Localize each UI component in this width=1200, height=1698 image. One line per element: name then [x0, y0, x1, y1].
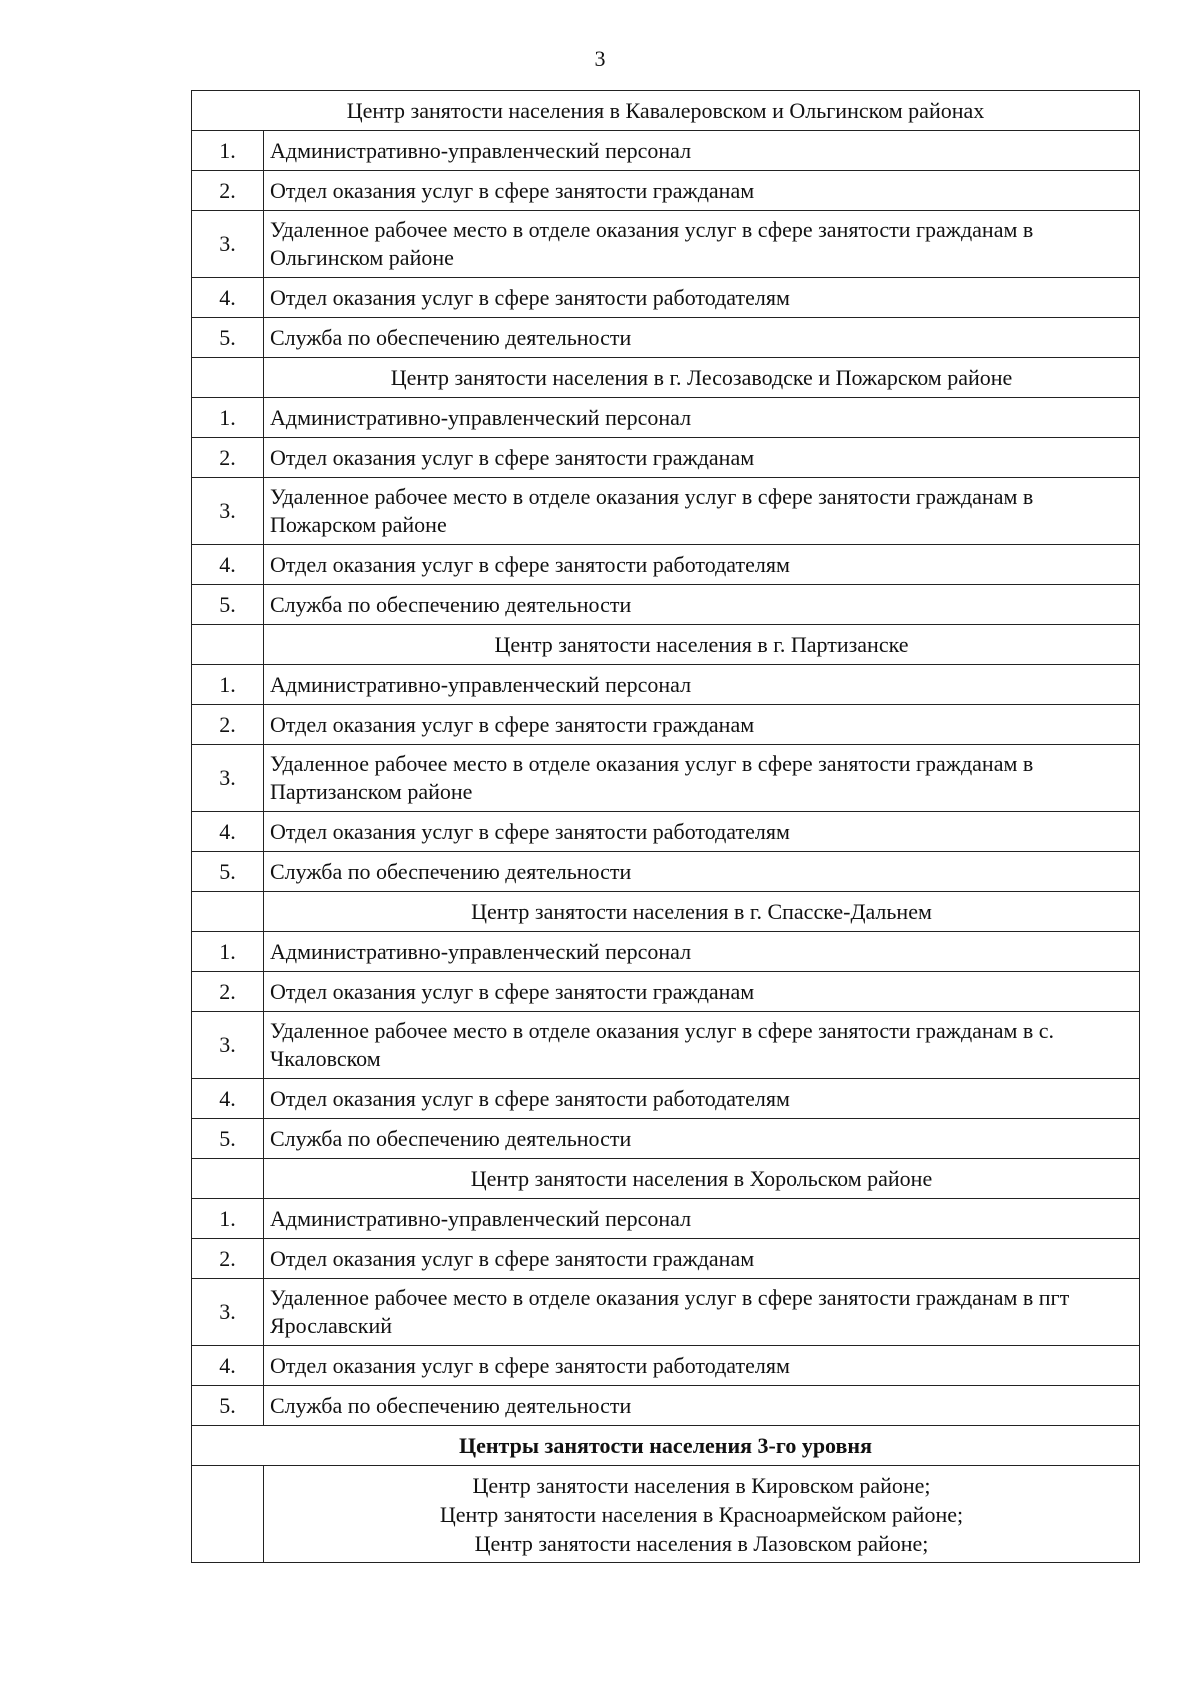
row-number: 3.	[192, 211, 264, 278]
row-number: 1.	[192, 932, 264, 972]
row-number: 4.	[192, 545, 264, 585]
row-text: Удаленное рабочее место в отделе оказания услуг в сфере занятости гражданам в Партизанском районе	[264, 745, 1140, 812]
row-text: Удаленное рабочее место в отделе оказания услуг в сфере занятости гражданам в с. Чкаловском	[264, 1012, 1140, 1079]
row-text: Отдел оказания услуг в сфере занятости гражданам	[264, 171, 1140, 211]
table-row	[192, 665, 1140, 705]
section-title: Центр занятости населения в г. Партизанске	[264, 625, 1140, 665]
section-header-row	[192, 625, 1140, 665]
row-number: 1.	[192, 1199, 264, 1239]
table-row	[192, 1119, 1140, 1159]
section-title: Центр занятости населения в г. Лесозаводске и Пожарском районе	[264, 358, 1140, 398]
row-text: Служба по обеспечению деятельности	[264, 1386, 1140, 1426]
table-row	[192, 398, 1140, 438]
table-row	[192, 1199, 1140, 1239]
table-row	[192, 1239, 1140, 1279]
empty-number-cell	[192, 1159, 264, 1199]
table-row	[192, 1386, 1140, 1426]
table-row	[192, 1346, 1140, 1386]
row-text: Административно-управленческий персонал	[264, 398, 1140, 438]
empty-number-cell	[192, 892, 264, 932]
row-text: Удаленное рабочее место в отделе оказания услуг в сфере занятости гражданам в Ольгинском районе	[264, 211, 1140, 278]
row-number: 2.	[192, 1239, 264, 1279]
level3-list-item: Центр занятости населения в Кировском районе;	[472, 1472, 931, 1498]
row-number: 4.	[192, 1346, 264, 1386]
row-text: Административно-управленческий персонал	[264, 665, 1140, 705]
row-number: 1.	[192, 398, 264, 438]
section-header-row	[192, 91, 1140, 131]
row-text: Отдел оказания услуг в сфере занятости работодателям	[264, 1346, 1140, 1386]
row-number: 4.	[192, 1079, 264, 1119]
row-number: 4.	[192, 812, 264, 852]
table-row	[192, 812, 1140, 852]
table-row	[192, 278, 1140, 318]
table-row	[192, 705, 1140, 745]
section-header-row	[192, 358, 1140, 398]
level3-list-row	[192, 1466, 1140, 1563]
row-number: 5.	[192, 585, 264, 625]
row-text: Отдел оказания услуг в сфере занятости работодателям	[264, 1079, 1140, 1119]
table-row	[192, 318, 1140, 358]
row-text: Отдел оказания услуг в сфере занятости гражданам	[264, 705, 1140, 745]
level3-list	[264, 1466, 1140, 1563]
row-text: Служба по обеспечению деятельности	[264, 1119, 1140, 1159]
table-row	[192, 1279, 1140, 1346]
row-text: Административно-управленческий персонал	[264, 1199, 1140, 1239]
table-row	[192, 131, 1140, 171]
row-number: 3.	[192, 478, 264, 545]
row-number: 1.	[192, 131, 264, 171]
row-number: 4.	[192, 278, 264, 318]
level3-heading: Центры занятости населения 3-го уровня	[192, 1426, 1140, 1466]
row-number: 2.	[192, 972, 264, 1012]
table-row	[192, 585, 1140, 625]
empty-number-cell	[192, 625, 264, 665]
table-row	[192, 171, 1140, 211]
table-row	[192, 1012, 1140, 1079]
row-text: Удаленное рабочее место в отделе оказания услуг в сфере занятости гражданам в пгт Ярославский	[264, 1279, 1140, 1346]
row-text: Удаленное рабочее место в отделе оказания услуг в сфере занятости гражданам в Пожарском районе	[264, 478, 1140, 545]
row-number: 2.	[192, 705, 264, 745]
row-number: 3.	[192, 1279, 264, 1346]
level3-list-item: Центр занятости населения в Красноармейском районе;	[439, 1501, 964, 1527]
row-text: Служба по обеспечению деятельности	[264, 318, 1140, 358]
row-text: Административно-управленческий персонал	[264, 932, 1140, 972]
table-row	[192, 972, 1140, 1012]
section-header-row	[192, 892, 1140, 932]
row-text: Отдел оказания услуг в сфере занятости гражданам	[264, 438, 1140, 478]
table-row	[192, 211, 1140, 278]
page-number: 3	[594, 46, 606, 71]
row-number: 2.	[192, 171, 264, 211]
section-title: Центр занятости населения в г. Спасске-Дальнем	[264, 892, 1140, 932]
row-number: 5.	[192, 1119, 264, 1159]
row-text: Отдел оказания услуг в сфере занятости гражданам	[264, 1239, 1140, 1279]
row-text: Отдел оказания услуг в сфере занятости работодателям	[264, 278, 1140, 318]
section-title: Центр занятости населения в Кавалеровском и Ольгинском районах	[192, 91, 1140, 131]
row-number: 5.	[192, 318, 264, 358]
row-number: 5.	[192, 1386, 264, 1426]
section-header-row	[192, 1159, 1140, 1199]
row-text: Административно-управленческий персонал	[264, 131, 1140, 171]
row-text: Служба по обеспечению деятельности	[264, 585, 1140, 625]
row-text: Служба по обеспечению деятельности	[264, 852, 1140, 892]
table-row	[192, 438, 1140, 478]
table-row	[192, 1079, 1140, 1119]
table-row	[192, 852, 1140, 892]
table-body	[192, 91, 1140, 1563]
table-row	[192, 745, 1140, 812]
row-number: 1.	[192, 665, 264, 705]
row-number: 5.	[192, 852, 264, 892]
row-number: 2.	[192, 438, 264, 478]
row-number: 3.	[192, 745, 264, 812]
table-row	[192, 932, 1140, 972]
row-text: Отдел оказания услуг в сфере занятости работодателям	[264, 812, 1140, 852]
level3-list-item: Центр занятости населения в Лазовском районе;	[474, 1530, 929, 1556]
section-title: Центр занятости населения в Хорольском районе	[264, 1159, 1140, 1199]
empty-number-cell	[192, 358, 264, 398]
row-text: Отдел оказания услуг в сфере занятости работодателям	[264, 545, 1140, 585]
row-text: Отдел оказания услуг в сфере занятости гражданам	[264, 972, 1140, 1012]
empty-number-cell	[192, 1466, 264, 1563]
level3-header-row	[192, 1426, 1140, 1466]
table-row	[192, 545, 1140, 585]
table-row	[192, 478, 1140, 545]
row-number: 3.	[192, 1012, 264, 1079]
structure-table	[191, 90, 1140, 1563]
